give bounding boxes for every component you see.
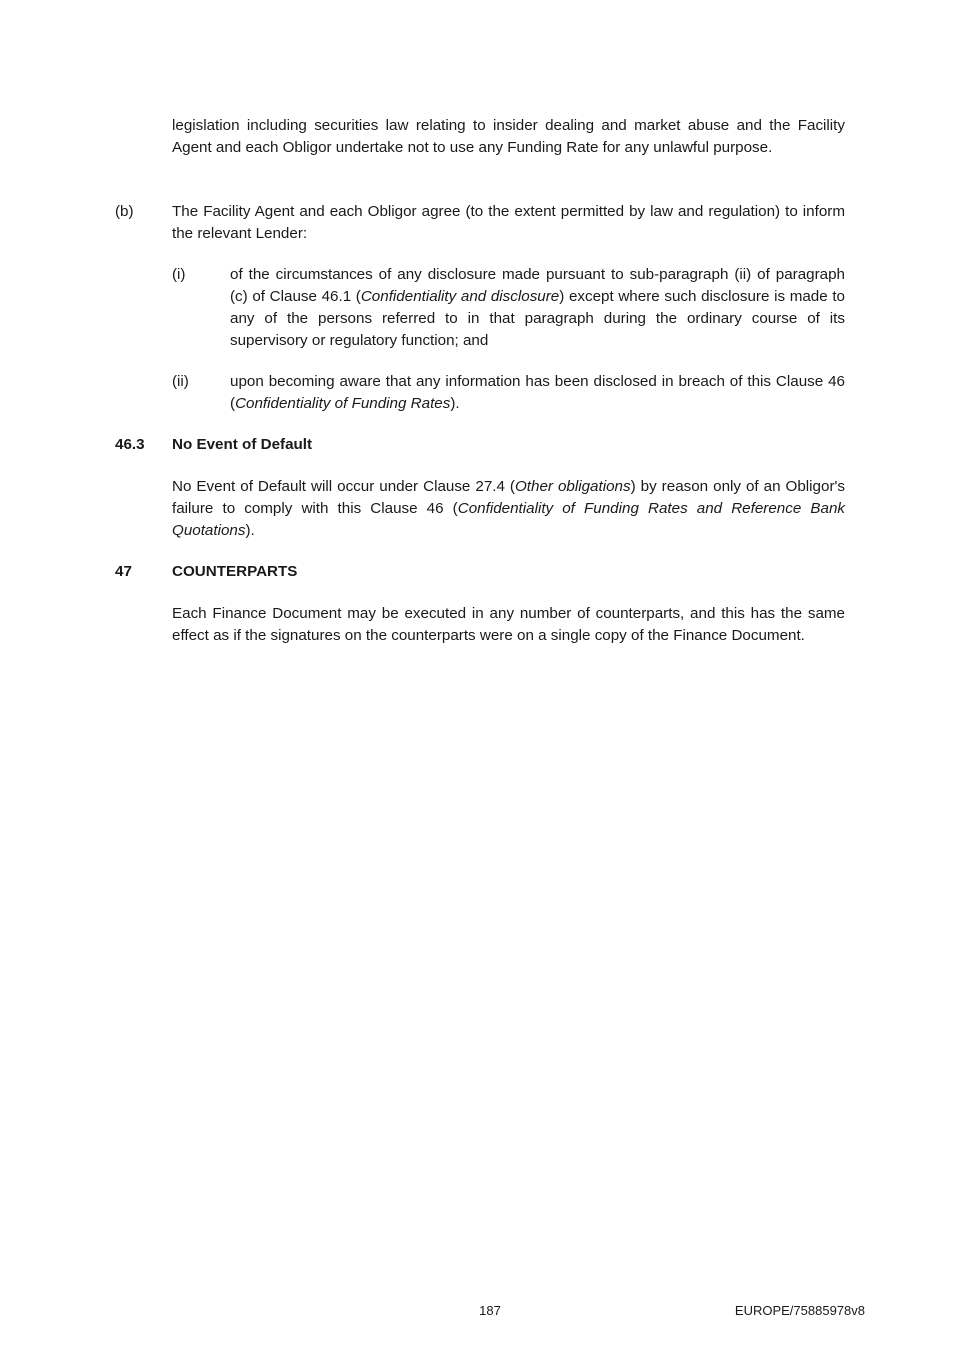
sub-ii-text-1: upon becoming aware that any information has been disclosed in breach of this Clause 46 (: [230, 373, 845, 412]
sub-ii-italic-reference: Confidentiality of Funding Rates: [235, 395, 451, 412]
section-47-text: Each Finance Document may be executed in any number of counterparts, and this has the same effect as if the signatures on the counterparts were on a single copy of the Finance Document.: [172, 605, 845, 644]
section-46-3-text-1: No Event of Default will occur under Clause 27.4 (: [172, 478, 515, 495]
section-46-3-text-3: ).: [245, 522, 255, 539]
sub-i-text-1: of the circumstances of any disclosure made pursuant to sub-paragraph (ii) of paragraph (c) of Clause 46.1 (: [230, 266, 845, 305]
section-46-3-text-2: ) by reason only of an Obligor's failure to comply with this Clause 46 (: [172, 478, 845, 517]
sub-i-italic-reference: Confidentiality and disclosure: [360, 288, 560, 305]
paragraph-b-text: The Facility Agent and each Obligor agree (to the extent permitted by law and regulation) to inform the relevant Lender:: [172, 203, 845, 242]
sub-i-text-2: ) except where such disclosure is made to any of the persons referred to in that paragraph during the ordinary course of its supervisory or regulatory function; and: [230, 288, 845, 349]
document-reference: EUROPE/75885978v8: [734, 1303, 865, 1318]
paragraph-b-label: (b): [115, 203, 134, 220]
sub-paragraph-ii: [230, 371, 845, 415]
sub-paragraph-ii-label: (ii): [172, 373, 189, 390]
section-46-3-heading: No Event of Default: [172, 436, 313, 453]
sub-paragraph-i: [230, 264, 845, 352]
section-47-number: 47: [115, 563, 132, 580]
sub-ii-text-2: ).: [450, 395, 460, 412]
section-46-3-italic-2: Confidentiality of Funding Rates and Reference Bank Quotations: [172, 500, 846, 539]
section-47-body: [172, 603, 845, 647]
section-46-3-italic-1: Other obligations: [514, 478, 631, 495]
section-46-3-number: 46.3: [115, 436, 145, 453]
sub-paragraph-i-label: (i): [172, 266, 186, 283]
continuation-text: legislation including securities law relating to insider dealing and market abuse and the Facility Agent and each Obligor undertake not to use any Funding Rate for any unlawful purpose.: [172, 117, 845, 156]
continuation-paragraph: [172, 115, 845, 159]
section-47-heading: COUNTERPARTS: [172, 563, 298, 580]
section-46-3-body: [172, 476, 845, 542]
page-number: 187: [479, 1303, 501, 1318]
paragraph-b: [172, 201, 845, 245]
